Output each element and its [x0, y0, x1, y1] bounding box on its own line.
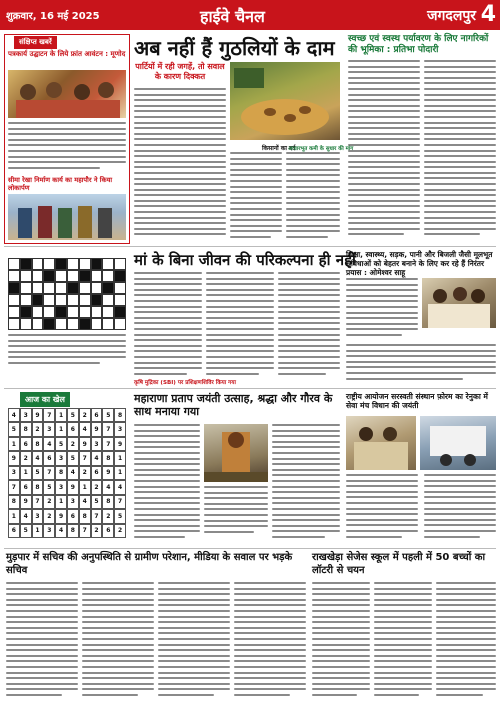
bottom-right-text-3	[436, 582, 496, 702]
brief-tag: संक्षिप्त खबरें	[14, 36, 57, 49]
sudoku-cell: 6	[91, 466, 103, 480]
sudoku-cell: 9	[91, 422, 103, 436]
sudoku-cell: 3	[32, 509, 44, 523]
sudoku-cell: 3	[8, 466, 20, 480]
sudoku-cell: 8	[102, 495, 114, 509]
sudoku-cell: 4	[102, 480, 114, 494]
sudoku-cell: 2	[114, 524, 126, 538]
sudoku-cell: 8	[102, 451, 114, 465]
sudoku-cell: 5	[114, 509, 126, 523]
sudoku-cell: 5	[102, 408, 114, 422]
lead-text-col-1	[134, 88, 226, 238]
page-number: 4	[480, 2, 496, 27]
sudoku-cell: 1	[32, 524, 44, 538]
sudoku-cell: 3	[55, 480, 67, 494]
lead-headline: अब नहीं हैं गुठलियों के दाम	[134, 36, 335, 60]
brief-photo-2	[8, 194, 126, 240]
sudoku-cell: 7	[43, 408, 55, 422]
lead-text-col-2	[230, 152, 282, 238]
bottom-left-text-1	[6, 582, 78, 702]
sudoku-cell: 8	[114, 408, 126, 422]
third-text-1	[134, 424, 200, 544]
sudoku-cell: 4	[79, 495, 91, 509]
sudoku-cell: 5	[55, 437, 67, 451]
section-divider-2	[4, 388, 496, 389]
edition-city: जगदलपुर	[427, 8, 476, 24]
issue-date: शुक्रवार, 16 मई 2025	[6, 11, 100, 22]
sudoku-cell: 8	[67, 524, 79, 538]
third-text-3	[272, 424, 340, 544]
middle-small-headline: कृषि मुद्रिका (SBI) पर प्रशिक्षणशिविर किया गया	[134, 380, 236, 386]
bottom-left-headline: मुड़पार में सचिव की अनुपस्थिति से ग्रामीण परेशान, मीडिया के सवाल पर भड़के सचिव	[6, 552, 293, 576]
sudoku-cell: 2	[102, 509, 114, 523]
sudoku-cell: 4	[67, 466, 79, 480]
brief-text-1	[8, 122, 126, 174]
right-low-photo-1	[346, 416, 416, 470]
sudoku-cell: 5	[67, 408, 79, 422]
sudoku-cell: 5	[8, 422, 20, 436]
brief-headline-1: पत्रकार्य उद्घाटन के लिये फ्रांत आवंटन : मूणोद	[8, 50, 126, 58]
sudoku-cell: 6	[102, 524, 114, 538]
sudoku-cell: 8	[32, 480, 44, 494]
sudoku-cell: 2	[43, 509, 55, 523]
sudoku-cell: 2	[43, 495, 55, 509]
sudoku-cell: 2	[79, 408, 91, 422]
right-low-text-1	[346, 474, 418, 544]
sudoku-cell: 6	[91, 408, 103, 422]
sudoku-cell: 5	[91, 495, 103, 509]
sudoku-cell: 4	[20, 509, 32, 523]
sudoku-cell: 6	[20, 480, 32, 494]
sudoku-cell: 3	[43, 422, 55, 436]
sudoku-cell: 7	[8, 480, 20, 494]
section-divider-3	[4, 548, 496, 549]
sudoku-cell: 4	[79, 422, 91, 436]
sudoku-cell: 7	[79, 524, 91, 538]
sudoku-cell: 2	[20, 451, 32, 465]
crossword-grid	[8, 258, 126, 330]
lead-text-col-3	[286, 152, 340, 238]
sudoku-cell: 9	[114, 437, 126, 451]
sudoku-cell: 6	[67, 509, 79, 523]
sudoku-cell: 7	[102, 422, 114, 436]
sudoku-cell: 8	[79, 509, 91, 523]
right-mid-text-1	[346, 278, 418, 340]
sudoku-cell: 8	[32, 437, 44, 451]
bottom-right-text-2	[374, 582, 432, 702]
second-text-1	[134, 272, 202, 382]
page-section-title: हाईवे चैनल	[200, 7, 265, 26]
sudoku-cell: 5	[32, 466, 44, 480]
bottom-right-headline: राखखेड़ा सेजेस स्कूल में पहली में 50 बच्चों का लॉटरी से चयन	[312, 552, 486, 576]
sudoku-cell: 7	[43, 466, 55, 480]
bottom-left-text-2	[82, 582, 154, 702]
third-photo	[204, 424, 268, 482]
second-headline: मां के बिना जीवन की परिकल्पना ही नहीं	[134, 251, 356, 269]
sudoku-cell: 5	[20, 524, 32, 538]
sudoku-cell: 1	[79, 480, 91, 494]
sudoku-cell: 9	[79, 437, 91, 451]
sudoku-cell: 3	[91, 437, 103, 451]
third-headline: महाराणा प्रताप जयंती उत्साह, श्रद्धा और गौरव के साथ मनाया गया	[134, 392, 333, 418]
sudoku-cell: 3	[55, 451, 67, 465]
masthead-bar	[0, 0, 500, 30]
lead-subhead-3: आधारभूत कमी के सुधार की मांग	[288, 146, 354, 152]
crossword-clues	[8, 334, 126, 370]
brief-headline-2: सीमा रेखा निर्माण कार्य का महापौर ने किया लोकार्पण	[8, 176, 113, 192]
puzzle-tag: आज का खेल	[20, 392, 70, 407]
sudoku-cell: 1	[20, 466, 32, 480]
right-top-text-1	[348, 60, 420, 238]
sudoku-cell: 5	[67, 451, 79, 465]
sudoku-cell: 2	[91, 524, 103, 538]
bottom-right-text-1	[312, 582, 370, 702]
brief-photo-1	[8, 70, 126, 118]
bottom-left-text-4	[234, 582, 306, 702]
lead-subheadline: पार्टियों में रही जगहें, तो सवाल के कारण दिक्कत	[135, 62, 225, 81]
sudoku-cell: 7	[79, 451, 91, 465]
sudoku-cell: 6	[67, 422, 79, 436]
sudoku-cell: 9	[20, 495, 32, 509]
right-mid-headline: शिक्षा, स्वास्थ्य, सड़क, पानी और बिजली जैसी मूलभूत सुविधाओं को बेहतर बनाने के लिए कर रहे हैं निरंतर प्रयास : ओमेश्वर साहू	[346, 250, 493, 277]
sudoku-cell: 6	[20, 437, 32, 451]
sudoku-cell: 1	[114, 451, 126, 465]
sudoku-cell: 8	[8, 495, 20, 509]
sudoku-cell: 5	[43, 480, 55, 494]
sudoku-cell: 4	[55, 524, 67, 538]
sudoku-cell: 3	[43, 524, 55, 538]
sudoku-cell: 1	[8, 509, 20, 523]
sudoku-cell: 3	[67, 495, 79, 509]
sudoku-cell: 7	[32, 495, 44, 509]
sudoku-cell: 1	[55, 408, 67, 422]
right-low-photo-2	[420, 416, 496, 470]
sudoku-cell: 3	[20, 408, 32, 422]
right-mid-photo	[422, 278, 496, 328]
sudoku-cell: 2	[32, 422, 44, 436]
right-top-text-2	[424, 60, 496, 238]
sudoku-cell: 4	[8, 408, 20, 422]
sudoku-grid	[8, 408, 126, 538]
sudoku-cell: 7	[102, 437, 114, 451]
third-text-2	[204, 486, 268, 544]
sudoku-cell: 9	[67, 480, 79, 494]
sudoku-cell: 8	[20, 422, 32, 436]
second-text-3	[278, 272, 340, 382]
sudoku-cell: 2	[67, 437, 79, 451]
sudoku-cell: 1	[114, 466, 126, 480]
sudoku-cell: 4	[114, 480, 126, 494]
sudoku-cell: 3	[114, 422, 126, 436]
sudoku-cell: 6	[43, 451, 55, 465]
bottom-left-text-3	[158, 582, 230, 702]
right-top-headline: स्वच्छ एवं स्वस्थ पर्यावरण के लिए नागरिकों की भूमिका : प्रतिभा पोदारी	[348, 34, 489, 55]
sudoku-cell: 4	[32, 451, 44, 465]
sudoku-cell: 6	[8, 524, 20, 538]
sudoku-cell: 9	[8, 451, 20, 465]
sudoku-cell: 9	[32, 408, 44, 422]
sudoku-cell: 7	[91, 509, 103, 523]
sudoku-cell: 4	[43, 437, 55, 451]
sudoku-cell: 8	[55, 466, 67, 480]
sudoku-cell: 1	[55, 422, 67, 436]
sudoku-cell: 4	[91, 451, 103, 465]
sudoku-cell: 9	[55, 509, 67, 523]
sudoku-cell: 9	[102, 466, 114, 480]
sudoku-cell: 1	[55, 495, 67, 509]
lead-photo	[230, 62, 340, 140]
sudoku-cell: 1	[8, 437, 20, 451]
lead-subhead-2: किसानों का दर्द	[262, 145, 296, 152]
right-low-headline: राष्ट्रीय आयोजन सरस्वती संस्थान फ़ोरम का रेनुका में सेवा मंच विधान की जयंती	[346, 392, 488, 411]
section-divider-1	[4, 246, 496, 247]
second-text-2	[206, 272, 274, 382]
sudoku-cell: 2	[91, 480, 103, 494]
right-low-text-2	[424, 474, 496, 544]
right-mid-text-2	[346, 344, 496, 384]
sudoku-cell: 7	[114, 495, 126, 509]
sudoku-cell: 2	[79, 466, 91, 480]
